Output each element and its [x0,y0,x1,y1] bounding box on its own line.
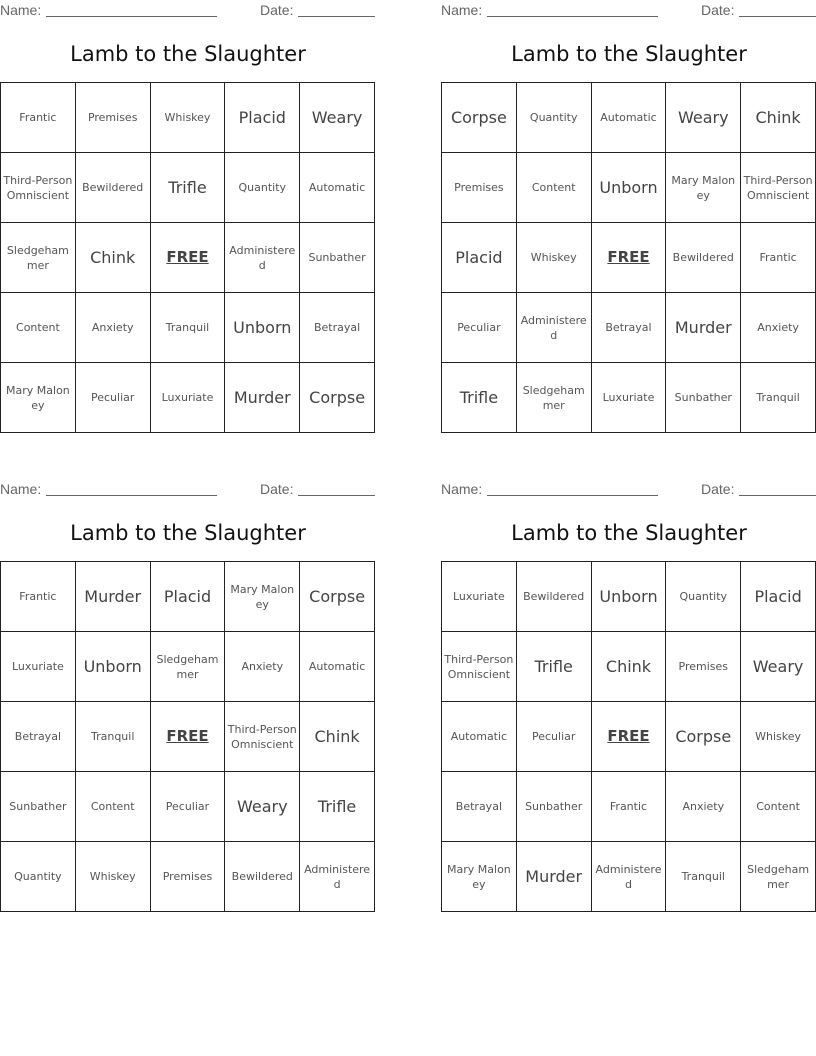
date-blank-line [739,16,816,17]
bingo-cell: Premises [76,83,151,153]
bingo-cell: Trifle [517,632,592,702]
date-label: Date: [701,481,735,497]
card-title: Lamb to the Slaughter [70,521,306,545]
bingo-cell: Bewildered [225,842,300,912]
date-label: Date: [260,2,294,18]
bingo-cell: Peculiar [151,772,226,842]
bingo-cell: Tranquil [151,293,226,363]
bingo-cell: Luxuriate [151,363,226,433]
bingo-cell: Corpse [300,562,375,632]
bingo-cell: Automatic [442,702,517,772]
bingo-cell: Murder [225,363,300,433]
name-blank-line [46,495,217,496]
bingo-cell: Content [76,772,151,842]
bingo-cell: Bewildered [517,562,592,632]
bingo-cell: Placid [442,223,517,293]
bingo-cell: Corpse [300,363,375,433]
bingo-cell: Bewildered [76,153,151,223]
bingo-cell: Trifle [151,153,226,223]
bingo-cell: Frantic [1,562,76,632]
bingo-cell: Content [517,153,592,223]
bingo-cell: Peculiar [517,702,592,772]
card-title: Lamb to the Slaughter [511,521,747,545]
bingo-cell: Chink [592,632,667,702]
bingo-cell: Whiskey [741,702,816,772]
bingo-cell: Anxiety [741,293,816,363]
bingo-cell: Third-Person Omniscient [741,153,816,223]
card-header [0,0,376,20]
free-space-cell: FREE [592,223,667,293]
bingo-cell: Trifle [300,772,375,842]
bingo-cell: Sledgehammer [517,363,592,433]
card-header [441,479,816,499]
bingo-cell: Anxiety [666,772,741,842]
bingo-cell: Corpse [666,702,741,772]
free-space-cell: FREE [151,223,226,293]
bingo-cell: Placid [225,83,300,153]
bingo-cell: Frantic [741,223,816,293]
bingo-cell: Quantity [666,562,741,632]
bingo-cell: Content [1,293,76,363]
bingo-grid [441,561,816,912]
bingo-cell: Tranquil [76,702,151,772]
bingo-cell: Administered [225,223,300,293]
bingo-cell: Tranquil [666,842,741,912]
bingo-cell: Corpse [442,83,517,153]
bingo-cell: Betrayal [592,293,667,363]
bingo-cell: Sunbather [300,223,375,293]
bingo-cell: Automatic [300,632,375,702]
bingo-cell: Quantity [1,842,76,912]
bingo-cell: Unborn [592,562,667,632]
free-space-cell: FREE [151,702,226,772]
name-label: Name: [441,481,483,497]
bingo-cell: Quantity [225,153,300,223]
bingo-cell: Quantity [517,83,592,153]
card-title: Lamb to the Slaughter [511,42,747,66]
bingo-cell: Weary [225,772,300,842]
bingo-cell: Weary [666,83,741,153]
bingo-cell: Administered [300,842,375,912]
bingo-cell: Whiskey [76,842,151,912]
bingo-cell: Betrayal [300,293,375,363]
bingo-cell: Luxuriate [592,363,667,433]
bingo-cell: Tranquil [741,363,816,433]
bingo-cell: Premises [442,153,517,223]
name-blank-line [487,495,658,496]
bingo-cell: Luxuriate [1,632,76,702]
name-blank-line [487,16,658,17]
card-header [441,0,816,20]
bingo-cell: Murder [76,562,151,632]
date-label: Date: [260,481,294,497]
bingo-cell: Sunbather [666,363,741,433]
bingo-cell: Sledgehammer [741,842,816,912]
bingo-cell: Mary Maloney [666,153,741,223]
bingo-cell: Whiskey [517,223,592,293]
bingo-cell: Frantic [592,772,667,842]
name-blank-line [46,16,217,17]
bingo-cell: Placid [741,562,816,632]
bingo-cell: Premises [151,842,226,912]
date-blank-line [298,495,375,496]
bingo-cell: Mary Maloney [1,363,76,433]
bingo-cell: Weary [300,83,375,153]
card-title: Lamb to the Slaughter [70,42,306,66]
bingo-cell: Trifle [442,363,517,433]
card-header [0,479,376,499]
bingo-cell: Unborn [592,153,667,223]
bingo-grid [0,561,375,912]
bingo-cell: Chink [741,83,816,153]
bingo-cell: Administered [592,842,667,912]
bingo-cell: Luxuriate [442,562,517,632]
bingo-cell: Third-Person Omniscient [1,153,76,223]
bingo-card-3 [0,479,376,919]
bingo-cell: Unborn [76,632,151,702]
bingo-cell: Peculiar [442,293,517,363]
bingo-grid [0,82,375,433]
bingo-cell: Sunbather [1,772,76,842]
bingo-cell: Third-Person Omniscient [442,632,517,702]
bingo-cell: Placid [151,562,226,632]
bingo-cell: Third-Person Omniscient [225,702,300,772]
bingo-cell: Betrayal [442,772,517,842]
bingo-cell: Content [741,772,816,842]
bingo-cell: Peculiar [76,363,151,433]
bingo-cell: Automatic [300,153,375,223]
bingo-cell: Premises [666,632,741,702]
bingo-cell: Sledgehammer [151,632,226,702]
date-blank-line [739,495,816,496]
name-label: Name: [441,2,483,18]
bingo-cell: Anxiety [76,293,151,363]
bingo-cell: Betrayal [1,702,76,772]
free-space-cell: FREE [592,702,667,772]
name-label: Name: [0,481,42,497]
name-label: Name: [0,2,42,18]
bingo-card-2 [441,0,816,440]
bingo-cell: Mary Maloney [225,562,300,632]
bingo-cell: Chink [76,223,151,293]
bingo-cell: Weary [741,632,816,702]
bingo-cell: Frantic [1,83,76,153]
bingo-cell: Murder [517,842,592,912]
bingo-cell: Murder [666,293,741,363]
bingo-cell: Bewildered [666,223,741,293]
bingo-cell: Mary Maloney [442,842,517,912]
date-label: Date: [701,2,735,18]
bingo-cell: Administered [517,293,592,363]
bingo-cell: Sunbather [517,772,592,842]
bingo-cell: Sledgehammer [1,223,76,293]
date-blank-line [298,16,375,17]
bingo-grid [441,82,816,433]
bingo-cell: Chink [300,702,375,772]
bingo-card-4 [441,479,816,919]
bingo-card-1 [0,0,376,440]
bingo-cell: Automatic [592,83,667,153]
bingo-cell: Anxiety [225,632,300,702]
bingo-cell: Whiskey [151,83,226,153]
bingo-cell: Unborn [225,293,300,363]
